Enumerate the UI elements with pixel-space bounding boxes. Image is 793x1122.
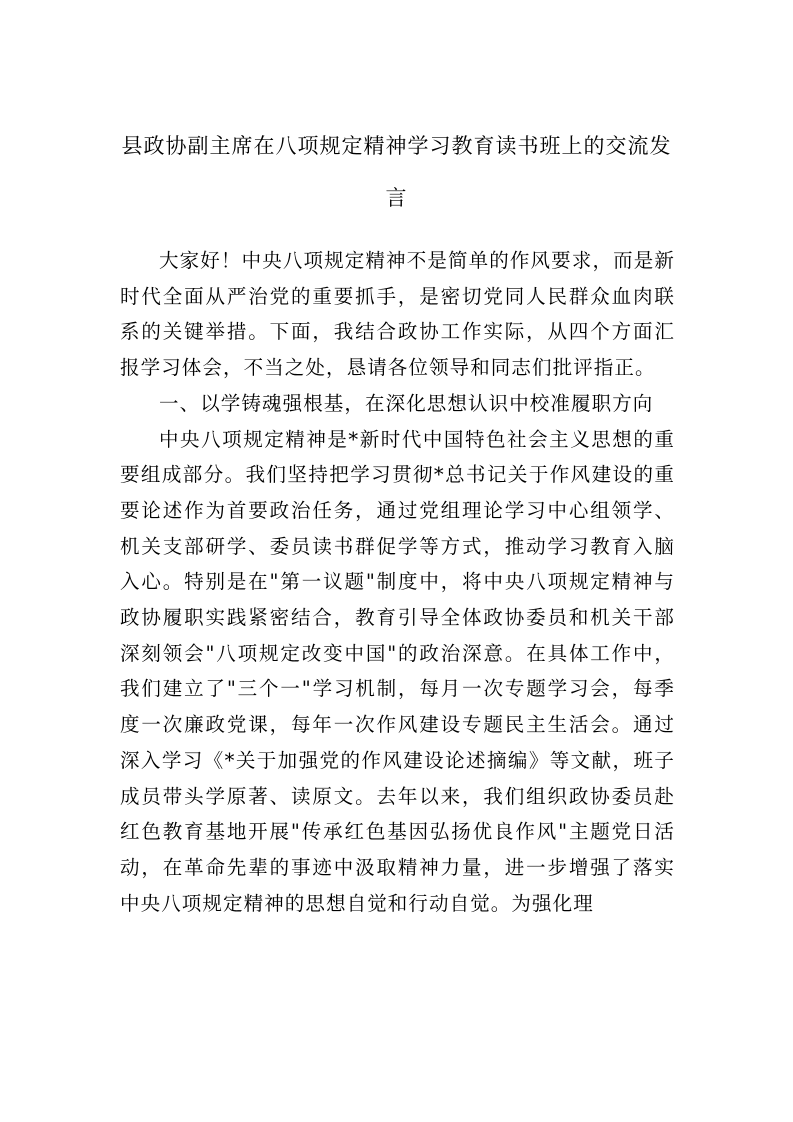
paragraph-greeting: 大家好！中央八项规定精神不是简单的作风要求，而是新时代全面从严治党的重要抓手，是密切党同人民群众血肉联系的关键举措。下面，我结合政协工作实际，从四个方面汇报学习体会，不当之处，恳请各位领导和同志们批评指正。: [120, 249, 675, 380]
section-heading-1: 一、以学铸魂强根基，在深化思想认识中校准履职方向: [159, 391, 654, 415]
document-title: 县政协副主席在八项规定精神学习教育读书班上的交流发言: [121, 134, 672, 210]
paragraph-section-1: 中央八项规定精神是*新时代中国特色社会主义思想的重要组成部分。我们坚持把学习贯彻*总书记关于作风建设的重要论述作为首要政治任务，通过党组理论学习中心组领学、机关支部研学、委员读书群促学等方式，推动学习教育入脑入心。特别是在"第一议题"制度中，将中央八项规定精神与政协履职实践紧密结合，教育引导全体政协委员和机关干部深刻领会"八项规定改变中国"的政治深意。在具体工作中，我们建立了"三个一"学习机制，每月一次专题学习会，每季度一次廉政党课，每年一次作风建设专题民主生活会。通过深入学习《*关于加强党的作风建设论述摘编》等文献，班子成员带头学原著、读原文。去年以来，我们组织政协委员赴红色教育基地开展"传承红色基因弘扬优良作风"主题党日活动，在革命先辈的事迹中汲取精神力量，进一步增强了落实中央八项规定精神的思想自觉和行动自觉。为强化理: [120, 427, 675, 915]
document-body: [120, 243, 675, 921]
